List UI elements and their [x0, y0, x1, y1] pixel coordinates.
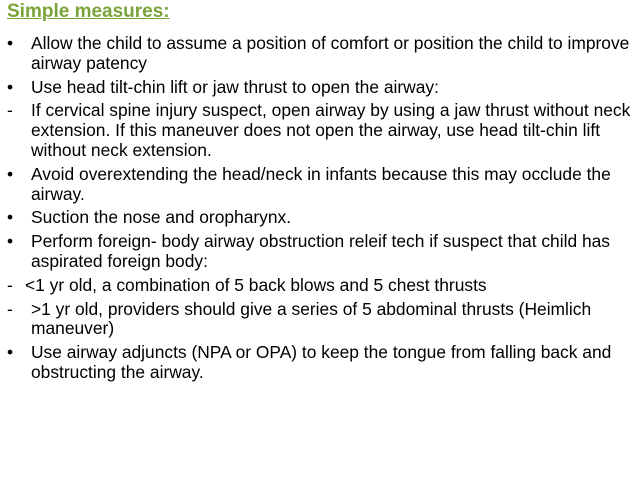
- bullet-marker: •: [7, 33, 14, 53]
- dash-marker: -: [7, 298, 13, 319]
- list-item-text: If cervical spine injury suspect, open airway by using a jaw thrust without neck extension. If this maneuver does not open the airway, use head tilt-chin lift without neck extension.: [31, 100, 631, 160]
- list-item: [7, 276, 635, 296]
- bullet-marker: •: [7, 231, 14, 252]
- bullet-list: [7, 34, 635, 387]
- list-item: [7, 208, 635, 228]
- bullet-marker: •: [7, 163, 14, 184]
- slide-heading: Simple measures:: [7, 1, 170, 22]
- dash-marker: -: [7, 274, 13, 295]
- list-item-text: Use head tilt-chin lift or jaw thrust to open the airway:: [31, 76, 439, 97]
- list-item-text: Avoid overextending the head/neck in infants because this may occlude the airway.: [31, 163, 611, 204]
- list-item-text: <1 yr old, a combination of 5 back blows and 5 chest thrusts: [25, 274, 487, 295]
- list-item-text: Perform foreign- body airway obstruction releif tech if suspect that child has aspirated foreign body:: [31, 231, 610, 271]
- bullet-marker: •: [7, 342, 14, 363]
- list-item: [7, 78, 635, 98]
- bullet-marker: •: [7, 207, 14, 228]
- list-item-text: Allow the child to assume a position of comfort or position the child to improve airway patency: [31, 33, 630, 73]
- dash-marker: -: [7, 100, 13, 121]
- list-item: [7, 300, 635, 340]
- bullet-marker: •: [7, 76, 14, 97]
- list-item: [7, 232, 635, 272]
- list-item: [7, 34, 635, 74]
- list-item-text: Use airway adjuncts (NPA or OPA) to keep the tongue from falling back and obstructing the airway.: [31, 342, 612, 382]
- list-item: [7, 343, 635, 383]
- list-item: [7, 101, 635, 160]
- list-item-text: Suction the nose and oropharynx.: [31, 207, 292, 228]
- list-item-text: >1 yr old, providers should give a series of 5 abdominal thrusts (Heimlich maneuver): [31, 298, 592, 339]
- list-item: [7, 165, 635, 205]
